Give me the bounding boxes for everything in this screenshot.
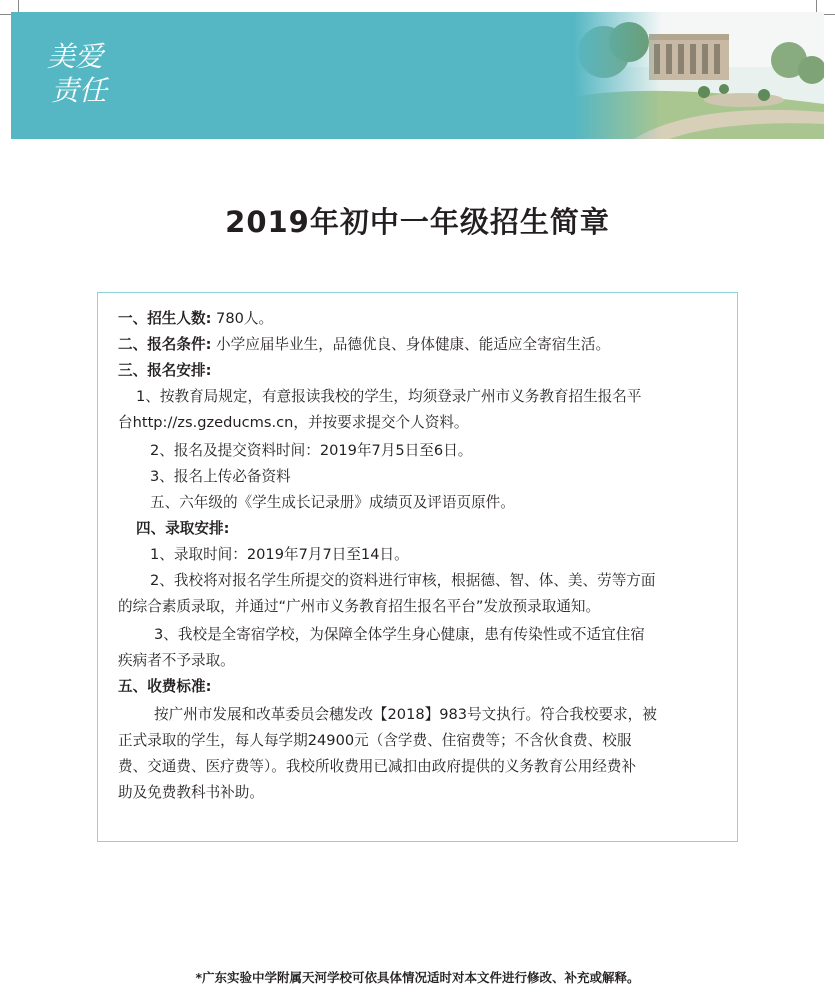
section-2-text: 小学应届毕业生，品德优良、身体健康、能适应全寄宿生活。 [211,336,611,353]
section-5-line-1: 按广州市发展和改革委员会穗发改【2018】983号文执行。符合我校要求，被 [154,706,657,723]
footer-note: *广东实验中学附属天河学校可依具体情况适时对本文件进行修改、补充或解释。 [195,970,640,985]
section-2 [118,335,610,355]
content-box [97,292,738,842]
section-1 [118,309,273,329]
banner-motto [47,40,107,108]
section-4-line-1: 1、录取时间：2019年7月7日至14日。 [150,546,409,563]
section-4-line-5: 疾病者不予录取。 [118,652,235,669]
header-banner [11,12,824,139]
section-5-line-2: 正式录取的学生，每人每学期24900元（含学费、住宿费等；不含伙食费、校服 [118,732,632,749]
section-3-line-3: 2、报名及提交资料时间：2019年7月5日至6日。 [150,442,473,459]
section-3 [118,361,211,381]
section-5-line-3: 费、交通费、医疗费等）。我校所收费用已减扣由政府提供的义务教育公用经费补 [118,758,637,775]
section-1-text: 780人。 [211,310,274,327]
page-title: 2019年初中一年级招生简章 [225,205,610,239]
campus-photo [574,12,824,139]
section-4 [136,519,229,539]
section-3-heading: 三、报名安排: [118,362,212,379]
section-4-line-3: 的综合素质录取，并通过“广州市义务教育招生报名平台”发放预录取通知。 [118,598,601,615]
section-3-line-2: 台http://zs.gzeducms.cn，并按要求提交个人资料。 [118,414,469,431]
section-5-line-4: 助及免费教科书补助。 [118,784,264,801]
section-3-line-1: 1、按教育局规定，有意报读我校的学生，均须登录广州市义务教育招生报名平 [136,388,642,405]
section-2-heading: 二、报名条件: [118,336,212,353]
section-1-heading: 一、招生人数: [118,310,212,327]
section-5-heading: 五、收费标准: [118,678,212,695]
section-3-line-4: 3、报名上传必备资料 [150,468,291,485]
motto-line-1: 美爱 [47,40,104,73]
section-3-line-5: 五、六年级的《学生成长记录册》成绩页及评语页原件。 [150,494,515,511]
section-4-heading: 四、录取安排: [136,520,230,537]
section-4-line-4: 3、我校是全寄宿学校，为保障全体学生身心健康，患有传染性或不适宜住宿 [154,626,645,643]
section-4-line-2: 2、我校将对报名学生所提交的资料进行审核，根据德、智、体、美、劳等方面 [150,572,656,589]
section-5 [118,677,211,697]
motto-line-2: 责任 [51,74,108,107]
